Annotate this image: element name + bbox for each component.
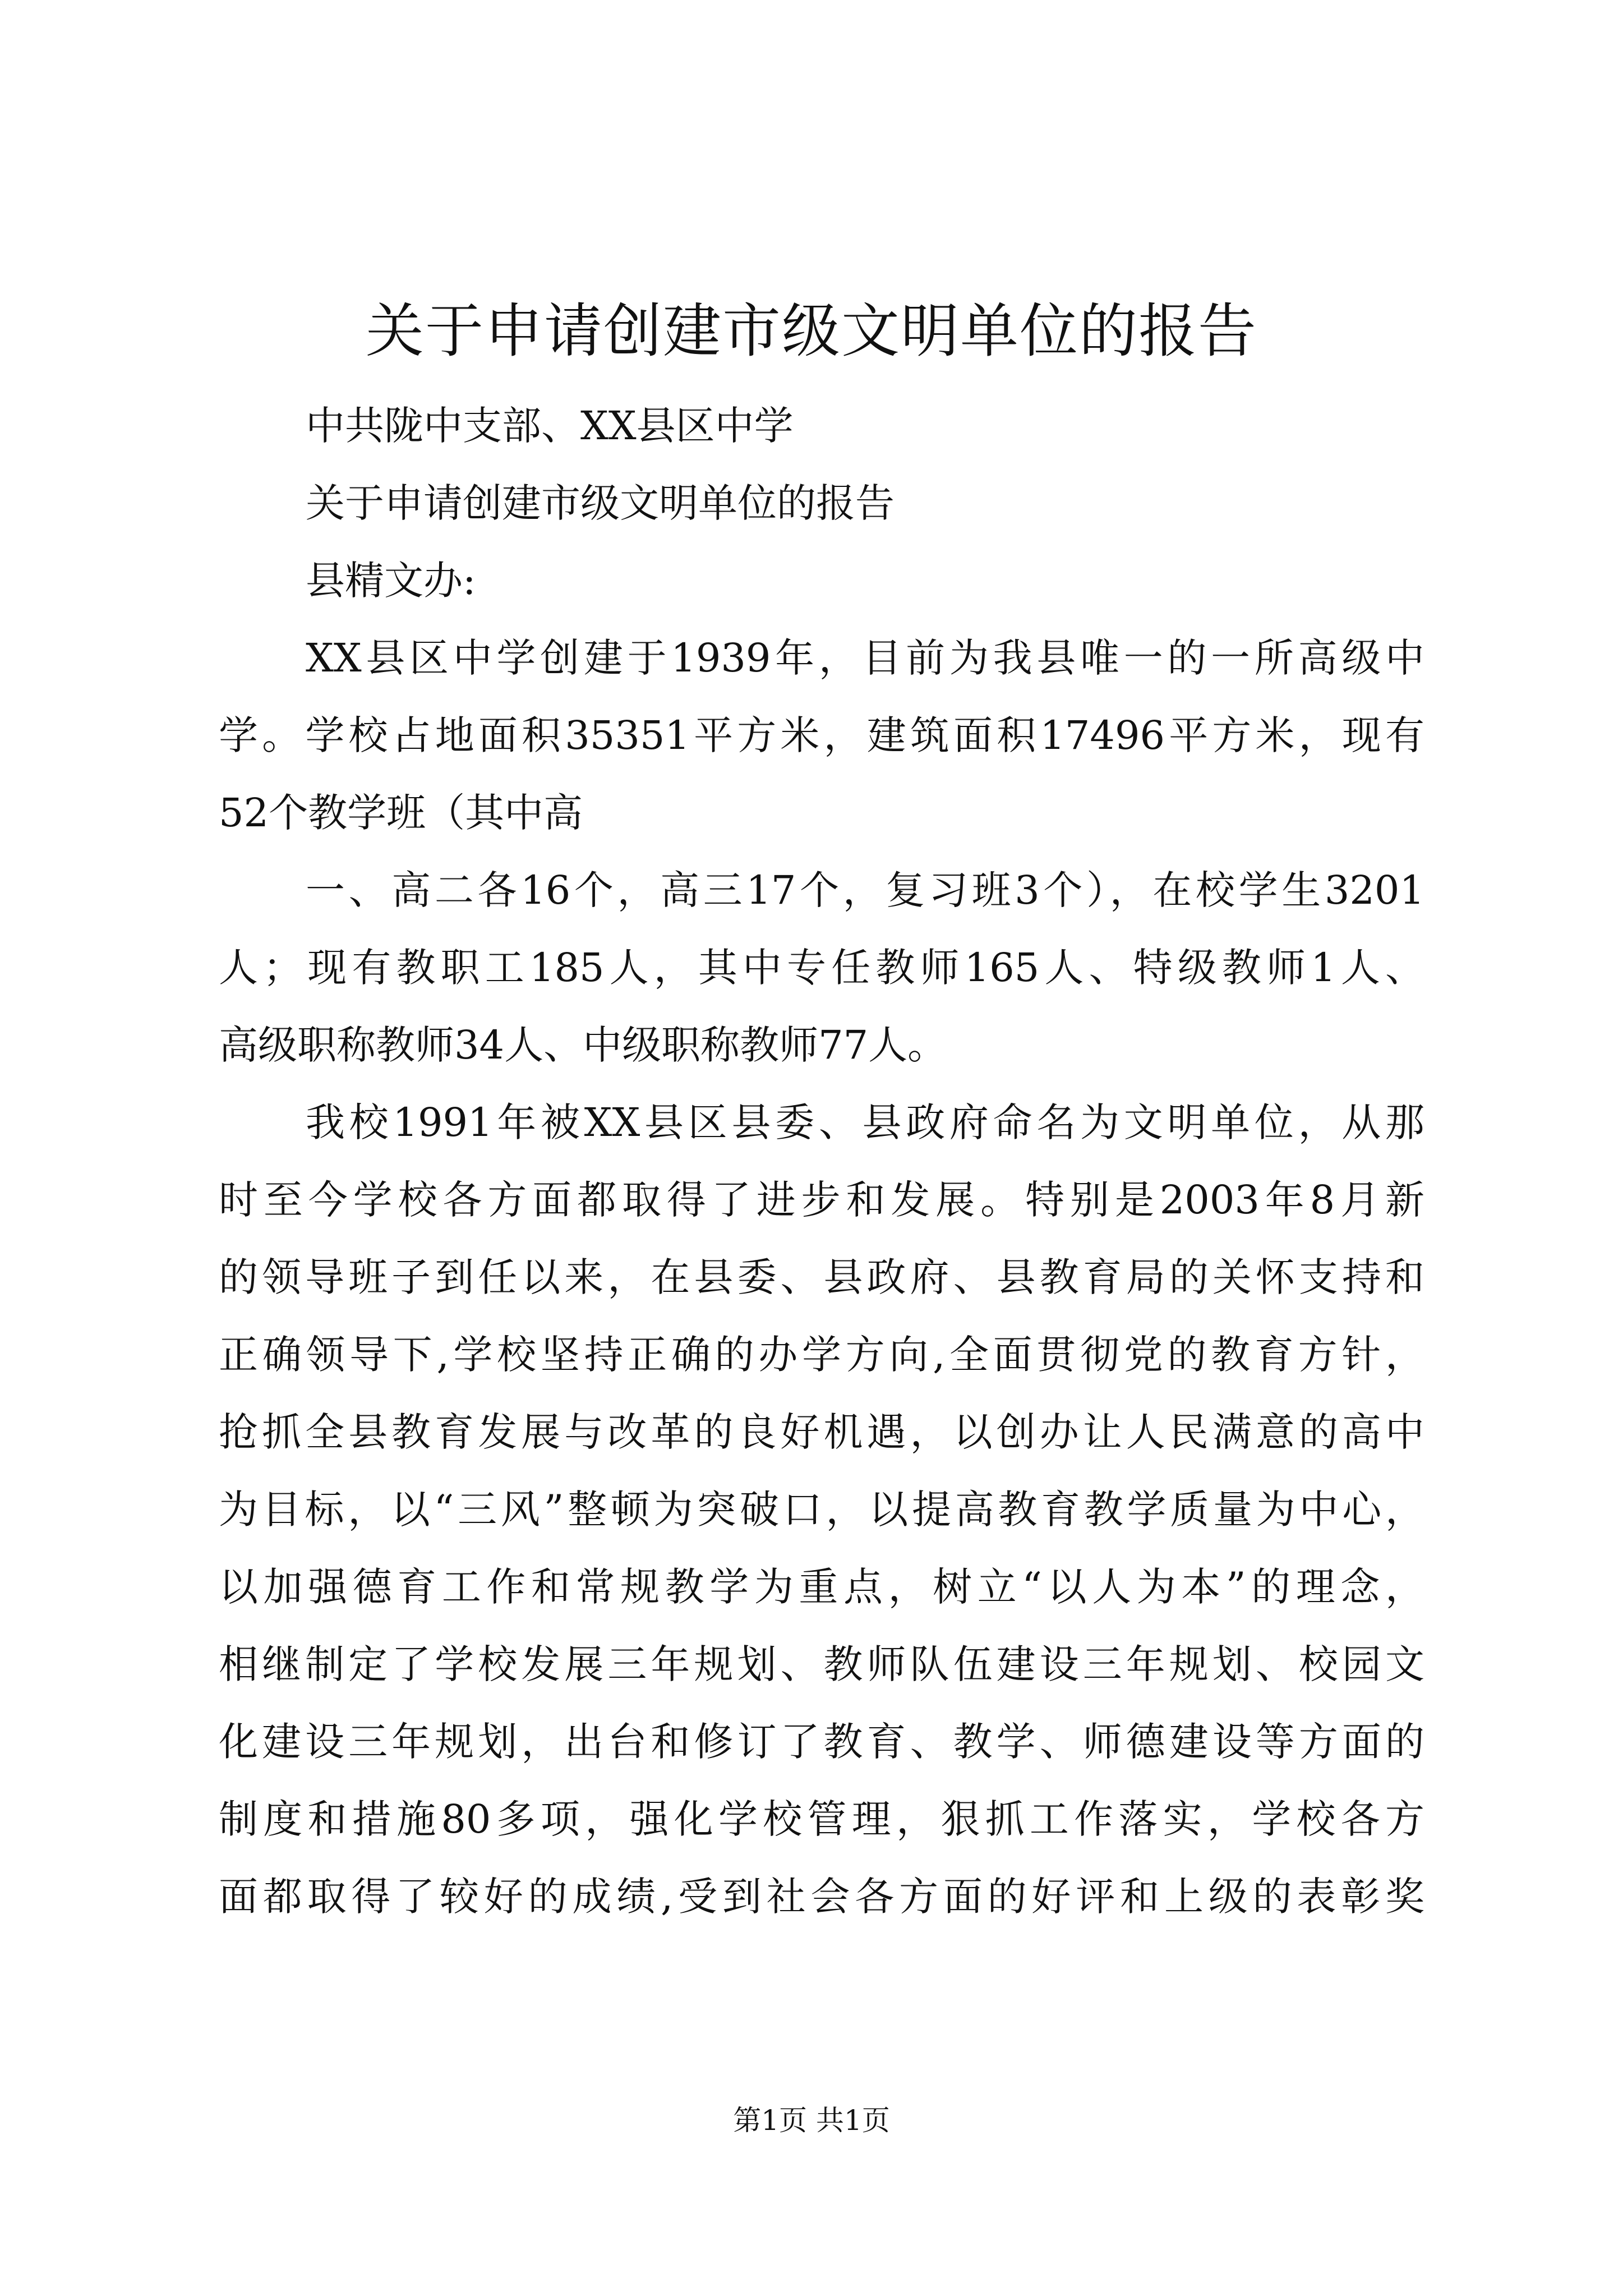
body-line: 我校1991年被XX县区县委、县政府命名为文明单位，从那 xyxy=(306,1099,1424,1145)
body-line: 县精文办: xyxy=(306,558,476,604)
body-line: XX县区中学创建于1939年，目前为我县唯一的一所高级中 xyxy=(306,635,1424,681)
body-line: 相继制定了学校发展三年规划、教师队伍建设三年规划、校园文 xyxy=(219,1641,1424,1687)
body-line: 的领导班子到任以来，在县委、县政府、县教育局的关怀支持和 xyxy=(219,1254,1424,1300)
body-line: 一、高二各16个，高三17个，复习班3个），在校学生3201 xyxy=(306,867,1424,913)
body-line: 抢抓全县教育发展与改革的良好机遇，以创办让人民满意的高中 xyxy=(219,1409,1424,1455)
body-line: 52个教学班（其中高 xyxy=(219,790,583,836)
body-line: 人；现有教职工185人，其中专任教师165人、特级教师1人、 xyxy=(219,945,1424,991)
body-line: 时至今学校各方面都取得了进步和发展。特别是2003年8月新 xyxy=(219,1177,1424,1223)
body-line: 以加强德育工作和常规教学为重点，树立“以人为本”的理念， xyxy=(219,1564,1424,1610)
body-line: 关于申请创建市级文明单位的报告 xyxy=(306,480,895,526)
body-line: 为目标，以“三风”整顿为突破口，以提高教育教学质量为中心， xyxy=(219,1487,1424,1533)
page-footer: 第1页 共1页 xyxy=(733,2104,890,2137)
body-line: 高级职称教师34人、中级职称教师77人。 xyxy=(219,1022,947,1068)
body-line: 制度和措施80多项，强化学校管理，狠抓工作落实，学校各方 xyxy=(219,1796,1424,1842)
body-line: 中共陇中支部、XX县区中学 xyxy=(306,403,794,449)
body-line: 学。学校占地面积35351平方米，建筑面积17496平方米，现有 xyxy=(219,712,1424,758)
body-line: 面都取得了较好的成绩,受到社会各方面的好评和上级的表彰奖 xyxy=(219,1874,1424,1920)
body-line: 化建设三年规划，出台和修订了教育、教学、师德建设等方面的 xyxy=(219,1719,1424,1765)
document-title: 关于申请创建市级文明单位的报告 xyxy=(365,297,1257,365)
document-body xyxy=(219,387,1424,1935)
body-line: 正确领导下,学校坚持正确的办学方向,全面贯彻党的教育方针， xyxy=(219,1332,1424,1378)
